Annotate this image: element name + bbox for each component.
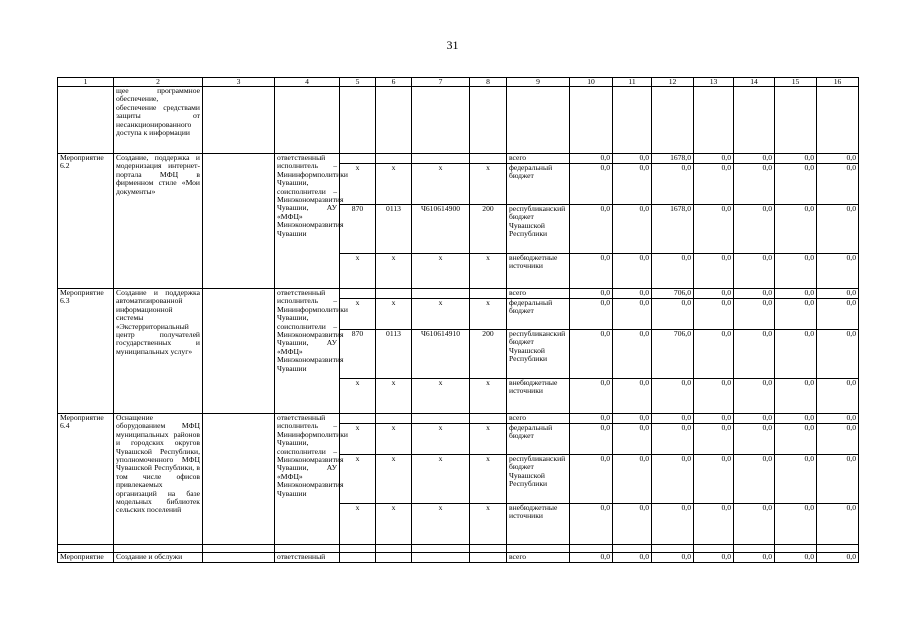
amount-cell: 0,0 — [817, 164, 859, 205]
column-number: 16 — [817, 78, 859, 87]
empty-cell — [817, 87, 859, 154]
column-number: 5 — [340, 78, 376, 87]
empty-cell — [652, 87, 694, 154]
amount-cell: 0,0 — [613, 379, 652, 414]
budget-code-cell: x — [470, 424, 507, 455]
budget-code-cell — [376, 289, 412, 299]
amount-cell: 0,0 — [694, 424, 734, 455]
amount-cell: 0,0 — [694, 414, 734, 424]
budget-code-cell — [470, 414, 507, 424]
column-number: 9 — [507, 78, 570, 87]
amount-cell: 0,0 — [775, 330, 817, 379]
budget-code-cell: x — [376, 504, 412, 545]
amount-cell: 0,0 — [694, 205, 734, 254]
amount-cell: 0,0 — [817, 414, 859, 424]
column-number: 15 — [775, 78, 817, 87]
amount-cell: 0,0 — [652, 164, 694, 205]
budget-table — [57, 77, 859, 563]
amount-cell: 0,0 — [734, 414, 775, 424]
amount-cell: 0,0 — [775, 164, 817, 205]
amount-cell: 0,0 — [613, 154, 652, 164]
budget-code-cell: 0113 — [376, 205, 412, 254]
budget-code-cell — [376, 414, 412, 424]
amount-cell: 0,0 — [570, 424, 613, 455]
funding-source: республиканский бюджет Чувашской Республики — [507, 205, 570, 254]
amount-cell: 0,0 — [775, 414, 817, 424]
budget-code-cell — [412, 289, 470, 299]
column-number: 3 — [203, 78, 275, 87]
amount-cell: 0,0 — [817, 504, 859, 545]
budget-code-cell — [412, 414, 470, 424]
funding-source: республиканский бюджет Чувашской Республики — [507, 455, 570, 504]
amount-cell: 0,0 — [570, 414, 613, 424]
amount-cell: 0,0 — [775, 424, 817, 455]
budget-code-cell: x — [470, 455, 507, 504]
amount-cell: 0,0 — [734, 205, 775, 254]
amount-cell: 0,0 — [817, 289, 859, 299]
measure-label: Мероприятие 6.3 — [58, 289, 114, 414]
empty-cell — [376, 545, 412, 553]
amount-cell: 0,0 — [570, 164, 613, 205]
amount-cell: 0,0 — [694, 455, 734, 504]
amount-cell: 0,0 — [775, 455, 817, 504]
carryover-row — [58, 87, 859, 154]
empty-cell — [775, 87, 817, 154]
budget-code-cell: x — [412, 455, 470, 504]
budget-code-cell: x — [340, 455, 376, 504]
empty-cell — [340, 87, 376, 154]
measure-description: Создание и поддержка автоматизированной информационной системы «Экстерриториальный центр получателей государственных и муниципальных услуг» — [114, 289, 203, 414]
empty-cell — [203, 154, 275, 289]
amount-cell: 0,0 — [652, 414, 694, 424]
amount-cell: 0,0 — [817, 455, 859, 504]
table-row — [58, 414, 859, 424]
amount-cell: 0,0 — [570, 205, 613, 254]
measure-description: Создание, поддержка и модернизация интернет-портала МФЦ в фирменном стиле «Мои документы» — [114, 154, 203, 289]
budget-code-cell — [470, 553, 507, 563]
budget-code-cell: x — [376, 424, 412, 455]
budget-code-cell: x — [412, 424, 470, 455]
amount-cell: 0,0 — [613, 330, 652, 379]
amount-cell: 0,0 — [694, 299, 734, 330]
empty-cell — [507, 87, 570, 154]
amount-cell: 0,0 — [652, 455, 694, 504]
budget-code-cell: x — [376, 299, 412, 330]
budget-code-cell — [340, 154, 376, 164]
column-number: 12 — [652, 78, 694, 87]
amount-cell: 1678,0 — [652, 205, 694, 254]
amount-cell: 0,0 — [613, 504, 652, 545]
empty-cell — [694, 87, 734, 154]
empty-cell — [734, 87, 775, 154]
measure-description: Оснащение оборудованием МФЦ муниципальных районов и городских округов Чувашской Республики, уполномоченного МФЦ Чувашской Республики, в том числе офисов привлекаемых организаций на базе модельных библиотек сельских поселений — [114, 414, 203, 545]
responsible-executor: ответственный исполнитель – Мининформполитики Чувашии, соисполнители – Минэкономразвития Чувашии, АУ «МФЦ» Минэкономразвития Чувашии — [275, 154, 340, 289]
amount-cell: 0,0 — [652, 299, 694, 330]
budget-code-cell — [340, 414, 376, 424]
budget-code-cell: x — [340, 299, 376, 330]
column-number: 14 — [734, 78, 775, 87]
budget-code-cell: x — [470, 504, 507, 545]
empty-cell — [203, 414, 275, 545]
table-row — [58, 289, 859, 299]
column-number: 8 — [470, 78, 507, 87]
amount-cell: 0,0 — [613, 289, 652, 299]
amount-cell: 0,0 — [570, 289, 613, 299]
funding-source: всего — [507, 289, 570, 299]
amount-cell: 0,0 — [613, 455, 652, 504]
empty-cell — [470, 87, 507, 154]
empty-cell — [340, 545, 376, 553]
amount-cell: 0,0 — [734, 553, 775, 563]
amount-cell: 0,0 — [775, 254, 817, 289]
budget-code-cell: x — [376, 455, 412, 504]
responsible-executor: ответственный — [275, 553, 340, 563]
amount-cell: 0,0 — [817, 379, 859, 414]
amount-cell: 0,0 — [734, 254, 775, 289]
empty-cell — [376, 87, 412, 154]
budget-code-cell: Ч610614910 — [412, 330, 470, 379]
measure-label: Мероприятие — [58, 553, 114, 563]
amount-cell: 0,0 — [652, 254, 694, 289]
column-number: 7 — [412, 78, 470, 87]
amount-cell: 0,0 — [817, 299, 859, 330]
budget-code-cell: x — [470, 379, 507, 414]
table-row — [58, 553, 859, 563]
amount-cell: 1678,0 — [652, 154, 694, 164]
amount-cell: 0,0 — [734, 154, 775, 164]
funding-source: внебюджетные источники — [507, 504, 570, 545]
empty-cell — [470, 545, 507, 553]
budget-code-cell: x — [340, 424, 376, 455]
amount-cell: 0,0 — [570, 455, 613, 504]
amount-cell: 0,0 — [734, 164, 775, 205]
budget-code-cell: 0113 — [376, 330, 412, 379]
carryover-description: щее программное обеспечение, обеспечение средствами защиты от несанкционированного доступа к информации — [114, 87, 203, 154]
budget-code-cell — [412, 154, 470, 164]
budget-code-cell — [340, 553, 376, 563]
amount-cell: 0,0 — [652, 379, 694, 414]
amount-cell: 0,0 — [734, 504, 775, 545]
budget-code-cell: x — [376, 164, 412, 205]
amount-cell: 0,0 — [694, 154, 734, 164]
amount-cell: 0,0 — [570, 504, 613, 545]
empty-cell — [203, 553, 275, 563]
measure-description: Создание и обслужи — [114, 553, 203, 563]
amount-cell: 0,0 — [613, 299, 652, 330]
budget-code-cell — [340, 289, 376, 299]
empty-cell — [613, 87, 652, 154]
amount-cell: 0,0 — [734, 299, 775, 330]
budget-code-cell: x — [412, 164, 470, 205]
amount-cell: 0,0 — [775, 205, 817, 254]
empty-cell — [570, 87, 613, 154]
budget-code-cell: x — [376, 379, 412, 414]
funding-source: всего — [507, 414, 570, 424]
budget-code-cell: x — [376, 254, 412, 289]
amount-cell: 0,0 — [817, 424, 859, 455]
amount-cell: 0,0 — [775, 299, 817, 330]
amount-cell: 0,0 — [570, 299, 613, 330]
amount-cell: 0,0 — [694, 254, 734, 289]
amount-cell: 0,0 — [570, 330, 613, 379]
amount-cell: 0,0 — [652, 504, 694, 545]
budget-code-cell: x — [340, 379, 376, 414]
amount-cell: 0,0 — [613, 205, 652, 254]
budget-code-cell: x — [470, 164, 507, 205]
amount-cell: 706,0 — [652, 289, 694, 299]
amount-cell: 0,0 — [613, 414, 652, 424]
column-number: 2 — [114, 78, 203, 87]
budget-code-cell: 200 — [470, 330, 507, 379]
budget-code-cell: 870 — [340, 330, 376, 379]
funding-source: федеральный бюджет — [507, 299, 570, 330]
amount-cell: 0,0 — [694, 504, 734, 545]
amount-cell: 0,0 — [817, 205, 859, 254]
responsible-executor: ответственный исполнитель – Мининформполитики Чувашии, соисполнители – Минэкономразвития Чувашии, АУ «МФЦ» Минэкономразвития Чувашии — [275, 414, 340, 545]
column-number: 1 — [58, 78, 114, 87]
amount-cell: 0,0 — [613, 553, 652, 563]
page-number: 31 — [446, 38, 459, 52]
budget-code-cell: Ч610614900 — [412, 205, 470, 254]
budget-code-cell: x — [412, 379, 470, 414]
empty-cell — [412, 87, 470, 154]
column-number: 6 — [376, 78, 412, 87]
budget-code-cell: x — [412, 254, 470, 289]
empty-cell — [58, 87, 114, 154]
table-row — [58, 154, 859, 164]
amount-cell: 0,0 — [775, 154, 817, 164]
amount-cell: 0,0 — [694, 379, 734, 414]
amount-cell: 0,0 — [734, 289, 775, 299]
amount-cell: 0,0 — [694, 289, 734, 299]
amount-cell: 0,0 — [570, 154, 613, 164]
empty-cell — [203, 87, 275, 154]
funding-source: федеральный бюджет — [507, 424, 570, 455]
amount-cell: 0,0 — [652, 553, 694, 563]
amount-cell: 0,0 — [775, 379, 817, 414]
column-number: 10 — [570, 78, 613, 87]
funding-source: республиканский бюджет Чувашской Республики — [507, 330, 570, 379]
amount-cell: 0,0 — [817, 330, 859, 379]
amount-cell: 0,0 — [613, 164, 652, 205]
amount-cell: 0,0 — [570, 254, 613, 289]
amount-cell: 0,0 — [734, 330, 775, 379]
amount-cell: 0,0 — [570, 553, 613, 563]
amount-cell: 0,0 — [775, 289, 817, 299]
budget-code-cell: x — [470, 254, 507, 289]
amount-cell: 0,0 — [613, 254, 652, 289]
budget-code-cell — [412, 553, 470, 563]
empty-cell — [203, 289, 275, 414]
funding-source: всего — [507, 154, 570, 164]
budget-code-cell: x — [340, 164, 376, 205]
budget-code-cell: x — [470, 299, 507, 330]
funding-source: внебюджетные источники — [507, 379, 570, 414]
column-number: 11 — [613, 78, 652, 87]
amount-cell: 0,0 — [570, 379, 613, 414]
budget-code-cell: 200 — [470, 205, 507, 254]
amount-cell: 706,0 — [652, 330, 694, 379]
empty-cell — [275, 87, 340, 154]
amount-cell: 0,0 — [694, 164, 734, 205]
amount-cell: 0,0 — [734, 424, 775, 455]
responsible-executor: ответственный исполнитель – Мининформполитики Чувашии, соисполнители – Минэкономразвития Чувашии, АУ «МФЦ» Минэкономразвития Чувашии — [275, 289, 340, 414]
empty-cell — [412, 545, 470, 553]
budget-code-cell: x — [412, 299, 470, 330]
funding-source: всего — [507, 553, 570, 563]
amount-cell: 0,0 — [694, 330, 734, 379]
amount-cell: 0,0 — [694, 553, 734, 563]
amount-cell: 0,0 — [734, 455, 775, 504]
amount-cell: 0,0 — [817, 154, 859, 164]
budget-code-cell: 870 — [340, 205, 376, 254]
measure-label: Мероприятие 6.4 — [58, 414, 114, 545]
budget-code-cell: x — [340, 504, 376, 545]
funding-source: внебюджетные источники — [507, 254, 570, 289]
amount-cell: 0,0 — [613, 424, 652, 455]
budget-code-cell: x — [412, 504, 470, 545]
budget-code-cell — [470, 154, 507, 164]
amount-cell: 0,0 — [775, 553, 817, 563]
budget-code-cell — [376, 553, 412, 563]
measure-label: Мероприятие 6.2 — [58, 154, 114, 289]
budget-code-cell — [376, 154, 412, 164]
amount-cell: 0,0 — [817, 254, 859, 289]
amount-cell: 0,0 — [652, 424, 694, 455]
amount-cell: 0,0 — [734, 379, 775, 414]
column-number: 4 — [275, 78, 340, 87]
funding-source: федеральный бюджет — [507, 164, 570, 205]
amount-cell: 0,0 — [817, 553, 859, 563]
column-number: 13 — [694, 78, 734, 87]
budget-code-cell: x — [340, 254, 376, 289]
amount-cell: 0,0 — [775, 504, 817, 545]
empty-cell — [203, 545, 275, 553]
budget-code-cell — [470, 289, 507, 299]
